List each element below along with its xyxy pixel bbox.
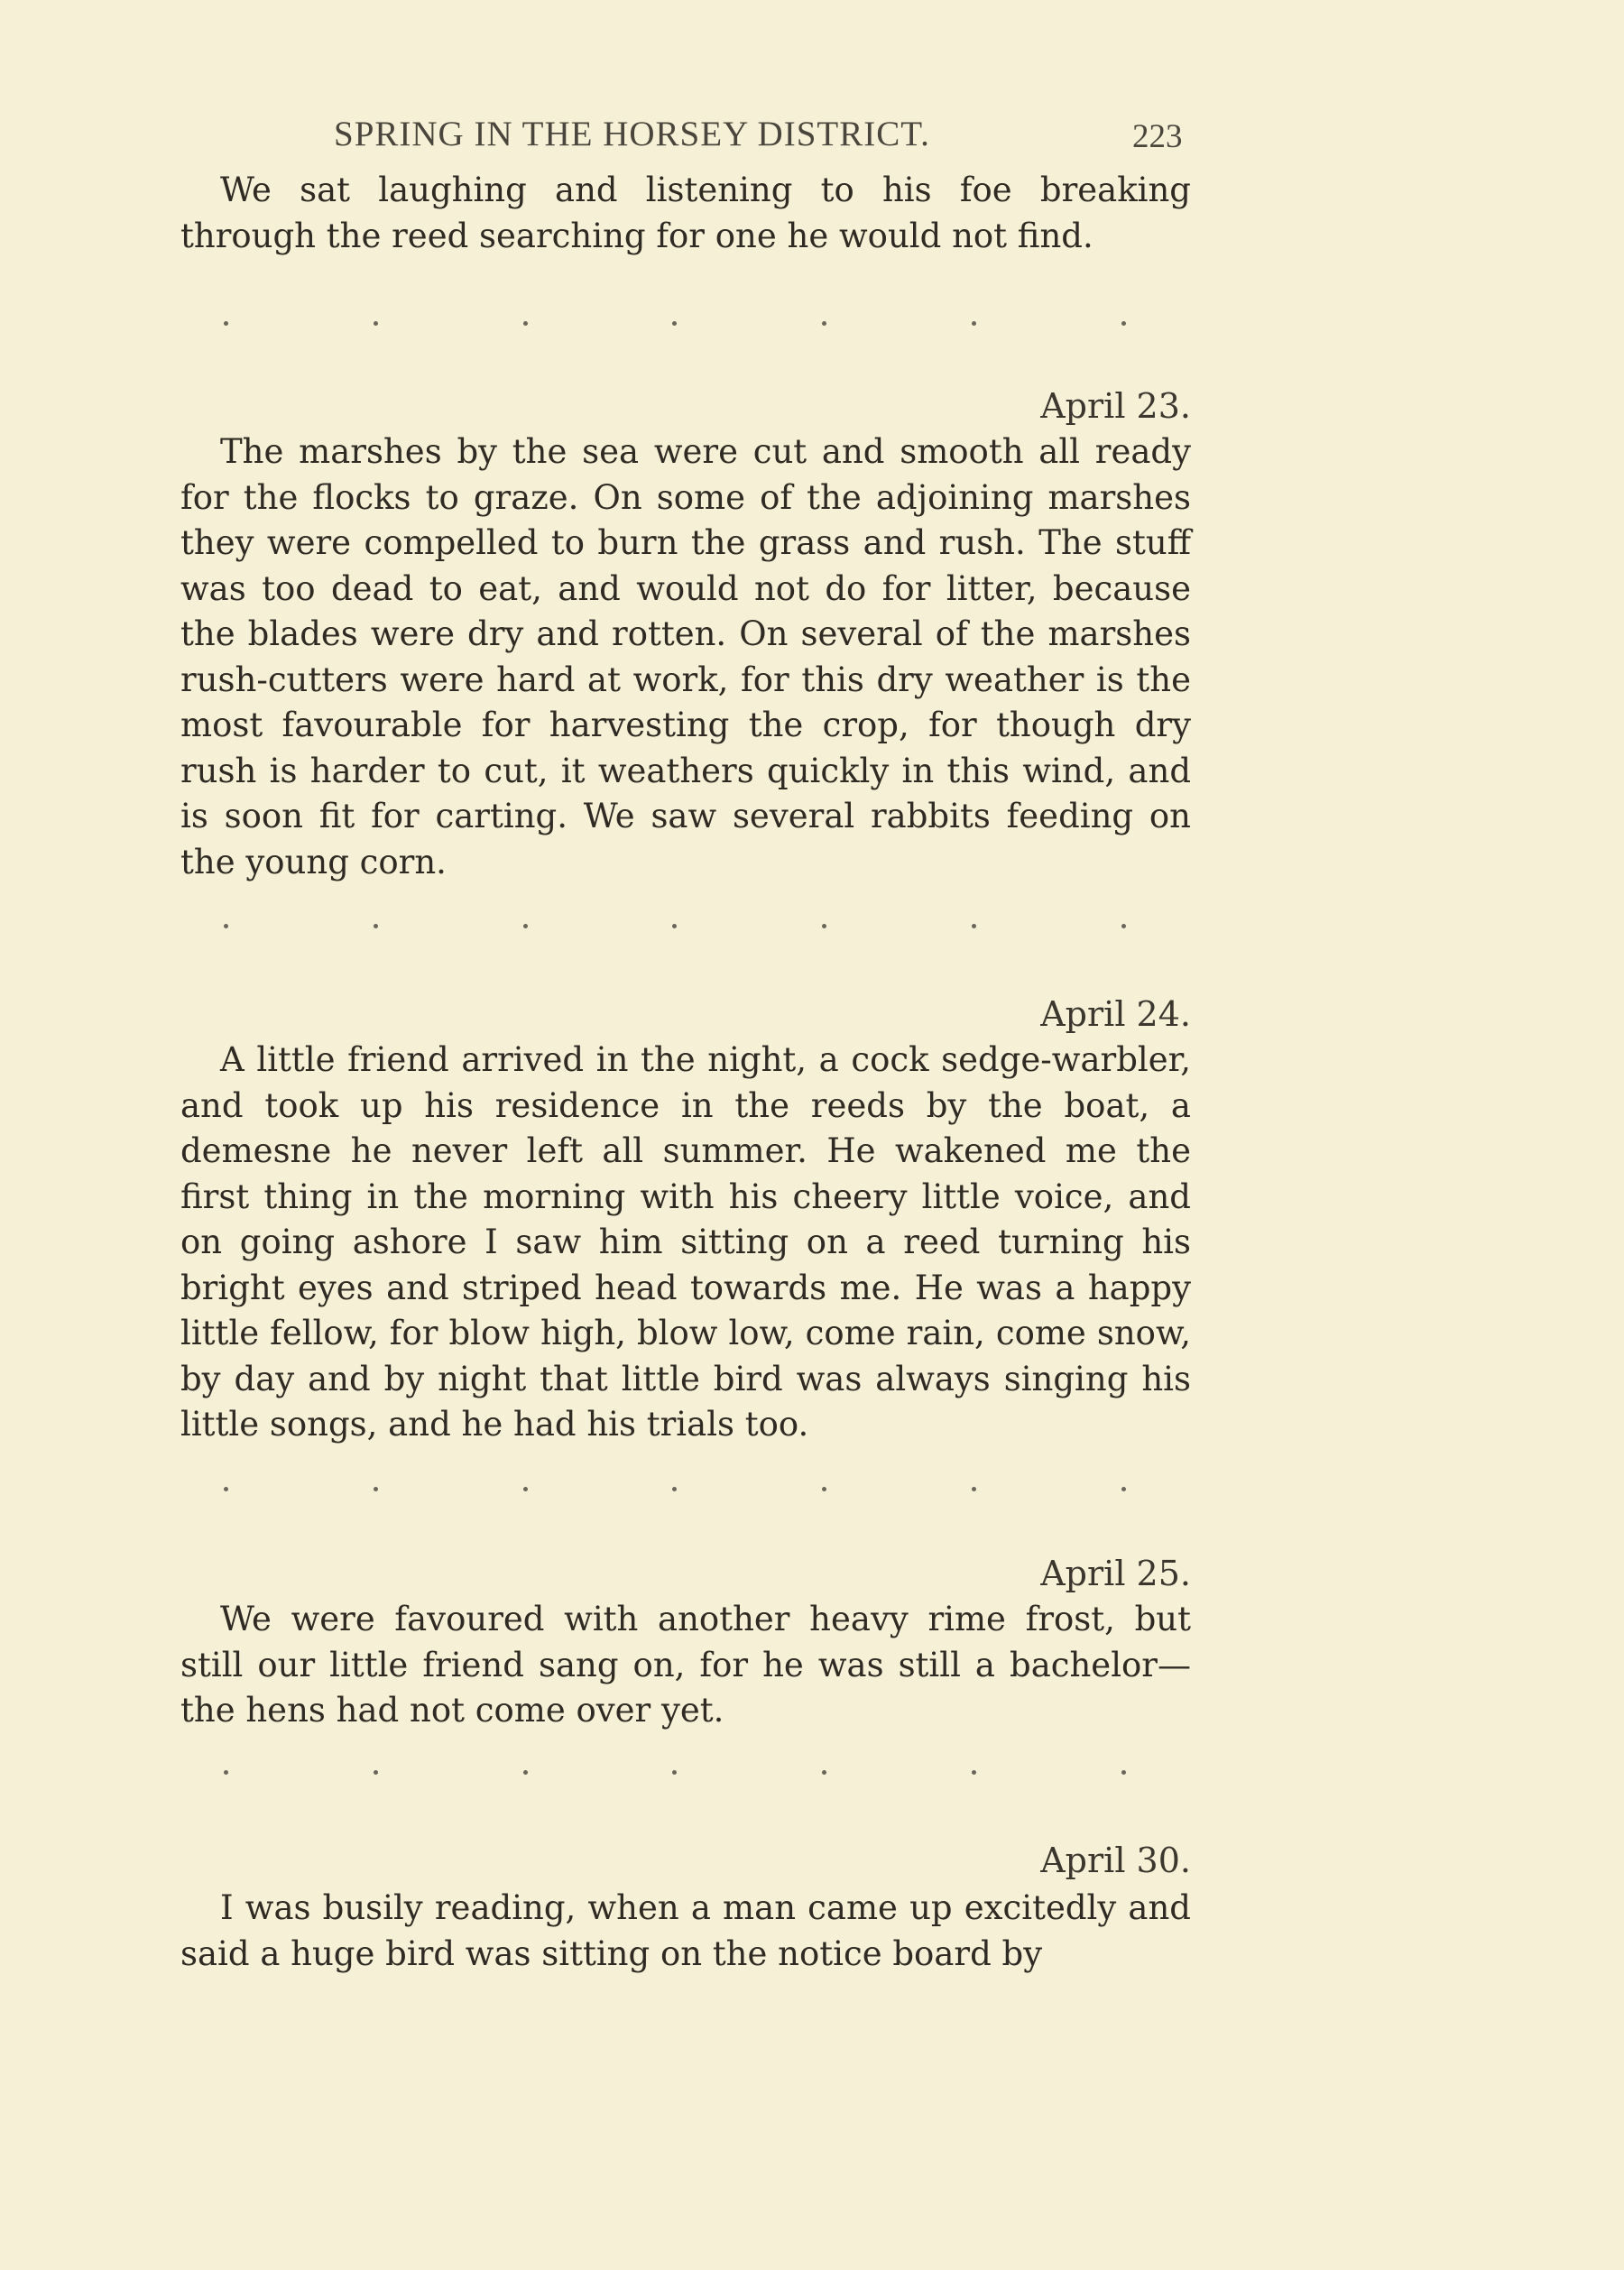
paragraph: The marshes by the sea were cut and smooth all ready for the flocks to graze. On some of the adjoining marshes they were compelled to burn the grass and rush. The stuff was too dead to eat, and would not do for litter, because the blades were dry and rotten. On several of the marshes rush-cutters were hard at work, for this dry weather is the most favourable for harvesting the crop, for though dry rush is harder to cut, it weathers quickly in this wind, and is soon fit for carting. We saw several rabbits feeding on the young corn. (180, 432, 1191, 881)
entry-date: April 23. (1040, 386, 1191, 426)
running-head-title: SPRING IN THE HORSEY DISTRICT. (334, 115, 930, 153)
entry-date: April 30. (1040, 1841, 1191, 1880)
entry-date: April 24. (1040, 994, 1191, 1034)
paragraph: A little friend arrived in the night, a cock sedge-warbler, and took up his residence in the reeds by the boat, a demesne he never left all summer. He wakened me the first thing in the morning with his cheery little voice, and on going ashore I saw him sitting on a reed turning his bright eyes and striped head towards me. He was a happy little fellow, for blow high, blow low, come rain, come snow, by day and by night that little bird was always singing his little songs, and he had his trials too. (180, 1040, 1191, 1444)
paragraph: I was busily reading, when a man came up excitedly and said a huge bird was sitting on the notice board by (180, 1888, 1191, 1973)
entry-date: April 25. (1040, 1554, 1191, 1593)
section-separator-dots (224, 1770, 1126, 1779)
paragraph: We sat laughing and listening to his foe breaking through the reed searching for one he would not find. (180, 171, 1191, 255)
paragraph: We were favoured with another heavy rime frost, but still our little friend sang on, for he was still a bachelor— the hens had not come over yet. (180, 1600, 1191, 1730)
section-separator-dots (224, 321, 1126, 330)
section-separator-dots (224, 924, 1126, 933)
page-number: 223 (1132, 118, 1183, 155)
section-separator-dots (224, 1487, 1126, 1496)
